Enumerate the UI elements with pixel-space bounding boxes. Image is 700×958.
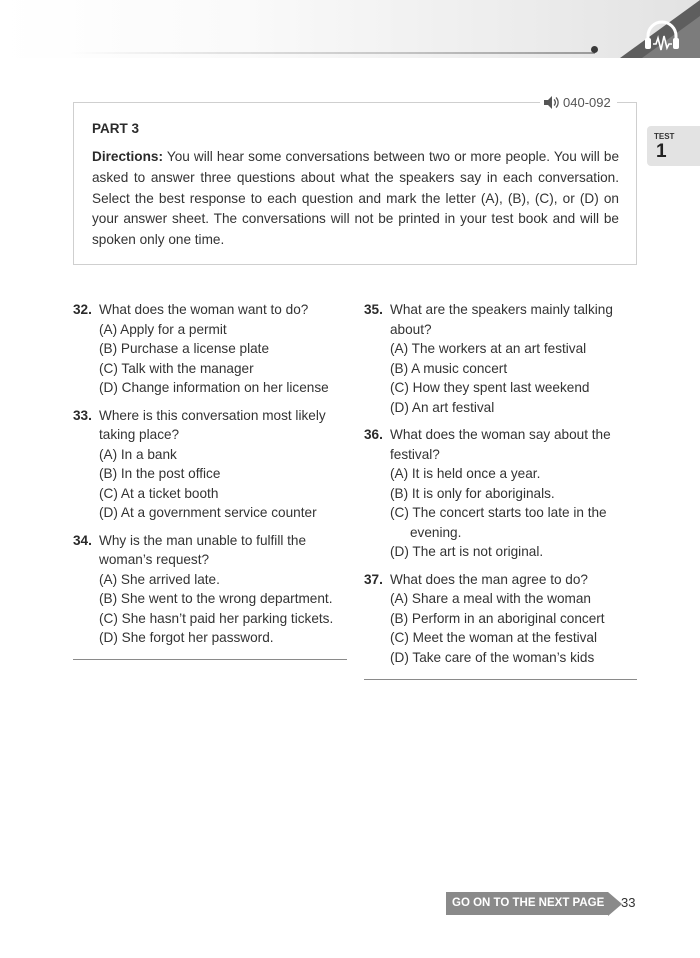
test-tab-label: TEST [654,132,675,141]
answer-option: (B) Purchase a license plate [99,341,270,356]
question-36 [364,425,644,562]
question-number: 37. [364,571,383,587]
answer-option: (A) Apply for a permit [99,321,227,337]
answer-option: (B) It is only for aboriginals. [390,485,555,501]
answer-option: (D) At a government service counter [99,505,317,520]
headphones-waveform-icon [590,0,700,58]
question-text: What does the man agree to do? [390,571,588,587]
answer-option: (D) An art festival [390,399,495,415]
question-text: What does the woman want to do? [99,302,309,317]
answer-option: (A) Share a meal with the woman [390,591,591,606]
next-page-label: GO ON TO THE NEXT PAGE [446,892,608,915]
question-text: Why is the man unable to fulfill the woman’s request? [99,532,307,567]
test-tab-number: 1 [656,141,667,162]
answer-option: (B) In the post office [99,466,221,481]
question-number: 34. [73,532,92,548]
answer-option: (B) She went to the wrong department. [99,591,333,606]
question-35 [364,300,644,417]
answer-option: (C) At a ticket booth [99,485,219,501]
answer-option: (D) She forgot her password. [99,630,274,645]
directions-label: Directions: [92,149,164,164]
answer-option: (C) Talk with the manager [99,360,254,376]
question-text: Where is this conversation most likely taking place? [99,407,326,442]
left-column-rule [73,659,347,660]
question-number: 36. [364,427,383,442]
track-number: 040-092 [563,94,611,110]
question-number: 32. [73,302,92,317]
answer-option: (D) Change information on her license [99,380,329,395]
question-32 [73,300,353,398]
answer-option: (A) The workers at an art festival [390,341,587,356]
questions-left-column [73,300,353,656]
answer-option: (C) How they spent last weekend [390,380,590,395]
next-page-button[interactable] [446,892,622,915]
question-text: What are the speakers mainly talking about? [390,302,613,337]
question-number: 33. [73,407,92,423]
answer-option: (B) Perform in an aboriginal concert [390,610,605,626]
answer-option: (A) In a bank [99,446,177,462]
question-33 [73,406,353,523]
question-text: What does the woman say about the festival? [390,427,611,462]
header-rule [70,52,595,54]
directions-text: You will hear some conversations between two or more people. You will be asked to answer three questions about what the speakers say in each conversation. Select the best response to each question and mark the letter (A), (B), (C), or (D) on your answer sheet. The conversations will not be printed in your test book and will be spoken only one time. [92,149,620,248]
answer-option: (A) It is held once a year. [390,466,541,481]
answer-option: (D) The art is not original. [390,544,544,559]
test-tab [647,126,700,166]
answer-option: (C) Meet the woman at the festival [390,630,598,645]
speaker-icon [544,96,559,109]
answer-option: (D) Take care of the woman’s kids [390,649,595,665]
page-number: 33 [621,895,636,910]
question-37 [364,570,644,668]
question-34 [73,531,353,648]
part-title: PART 3 [92,121,140,136]
right-column-rule [364,679,637,680]
directions-paragraph [92,147,619,251]
answer-option: (C) The concert starts too late in the evening. [390,505,607,540]
answer-option: (A) She arrived late. [99,571,220,587]
question-number: 35. [364,302,383,317]
audio-track [540,93,617,111]
answer-option: (C) She hasn’t paid her parking tickets. [99,610,334,626]
questions-right-column [364,300,644,675]
answer-option: (B) A music concert [390,360,508,376]
